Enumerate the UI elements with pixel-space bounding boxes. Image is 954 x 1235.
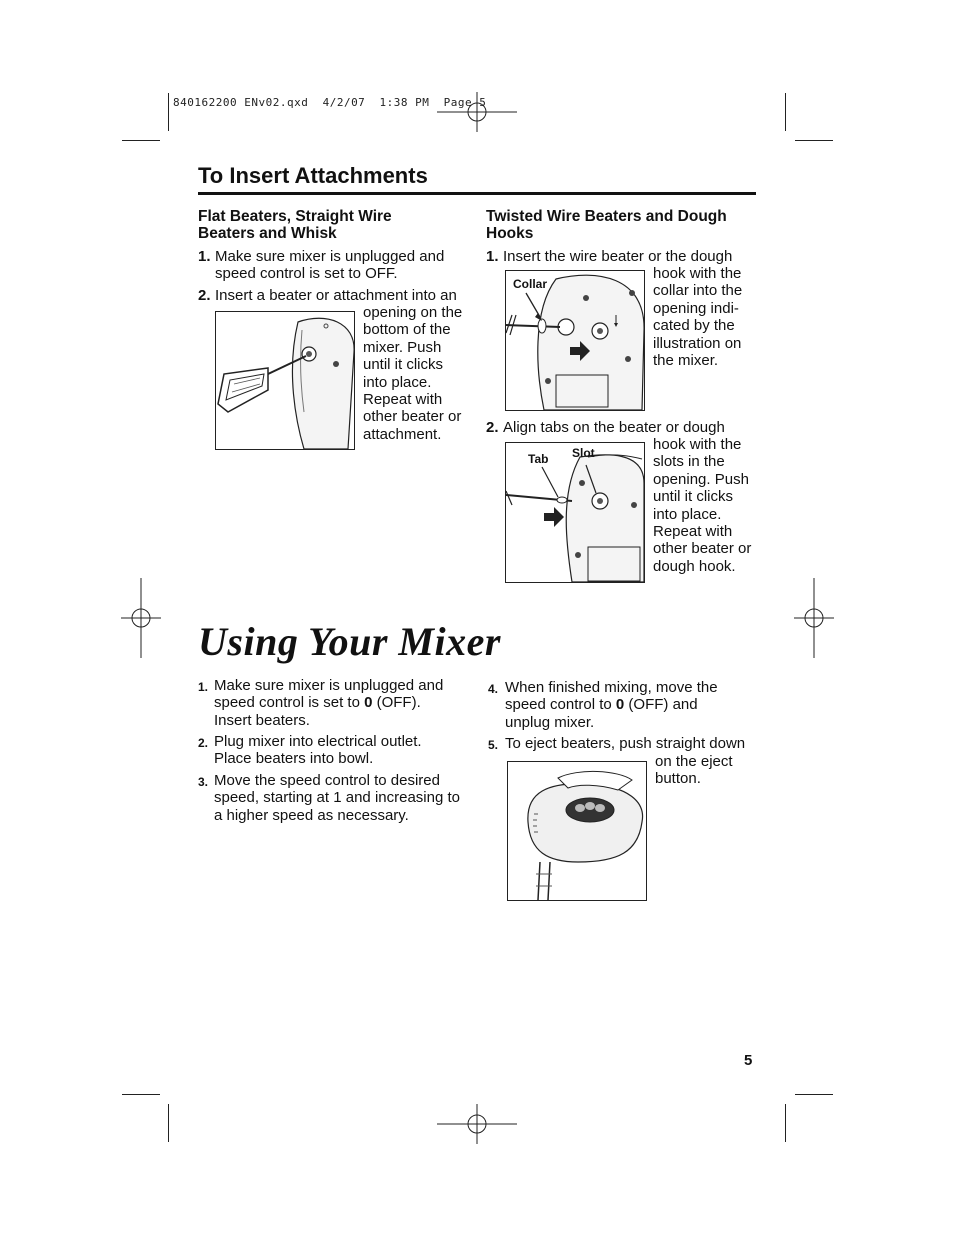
step-text-line: Plug mixer into electrical outlet. (214, 733, 422, 750)
step-2-wrap-text: hook with the slots in the opening. Push until it clicks into place. Repeat with other beater or dough hook. (653, 436, 752, 575)
step-wrap-line: on the eject (655, 753, 733, 770)
step-1-wrap-text: hook with the collar into the opening indi- cated by the illustration on the mixer. (653, 265, 743, 370)
step-number: 2. (486, 419, 499, 436)
step-number: 1. (198, 248, 211, 265)
section-rule (198, 192, 756, 195)
step-wrap-line: button. (655, 770, 701, 788)
step-text-line: Make sure mixer is unplugged and (214, 677, 444, 694)
step-text-line: speed control to 0 (OFF) and (505, 696, 698, 714)
step-number: 1. (198, 680, 209, 694)
step-2-wrap-text: opening on the bottom of the mixer. Push until it clicks into place. Repeat with other beater or attachment. (363, 304, 463, 443)
registration-mark-left (121, 578, 161, 658)
step-text-line: unplug mixer. (505, 713, 595, 731)
step-text-line: When finished mixing, move the (505, 679, 718, 696)
step-number: 2. (198, 736, 209, 750)
slot-label: Slot (572, 446, 595, 460)
tab-label: Tab (528, 452, 549, 466)
section-title-insert: To Insert Attachments (198, 163, 428, 188)
figure-collar (505, 270, 645, 411)
figure-eject (507, 761, 647, 901)
step-text-line: To eject beaters, push straight down (505, 735, 746, 752)
page-number: 5 (744, 1052, 753, 1069)
step-text-line: speed control is set to 0 (OFF). (214, 694, 421, 712)
right-step-2: 2. Align tabs on the beater or dough hook with the slots in the opening. Push until it clicks into place. Repeat with other beater or dough hook. (486, 419, 761, 579)
print-slug: 840162200 ENv02.qxd 4/2/07 1:38 PM Page 5 (173, 96, 487, 109)
step-text-line: Insert beaters. (214, 711, 310, 729)
step-text-line: speed, starting at 1 and increasing to (214, 789, 460, 807)
step-text-line: Move the speed control to desired (214, 772, 440, 789)
left-column-heading: Flat Beaters, Straight Wire Beaters and Whisk (198, 208, 392, 242)
step-number: 5. (488, 738, 499, 752)
step-number: 1. (486, 248, 499, 265)
collar-label: Collar (513, 277, 548, 291)
step-number: 4. (488, 682, 499, 696)
step-text-line: a higher speed as necessary. (214, 806, 409, 824)
right-step-1: 1. Insert the wire beater or the dough hook with the collar into the opening indi- cated by the illustration on the mixer. (486, 248, 761, 378)
figure-flat-beater (215, 311, 355, 450)
step-number: 3. (198, 775, 209, 789)
registration-mark-top (437, 92, 517, 132)
figure-tab-slot (505, 442, 645, 583)
registration-mark-bottom (437, 1104, 517, 1144)
step-number: 2. (198, 287, 211, 304)
left-step-2: 2. Insert a beater or attachment into an opening on the bottom of the mixer. Push until it clicks into place. Repeat with other beater or attachment. (198, 287, 468, 447)
section-title-using: Using Your Mixer (198, 619, 501, 664)
step-text-line: Place beaters into bowl. (214, 750, 374, 768)
registration-mark-right (794, 578, 834, 658)
right-column-heading: Twisted Wire Beaters and Dough Hooks (486, 208, 727, 242)
